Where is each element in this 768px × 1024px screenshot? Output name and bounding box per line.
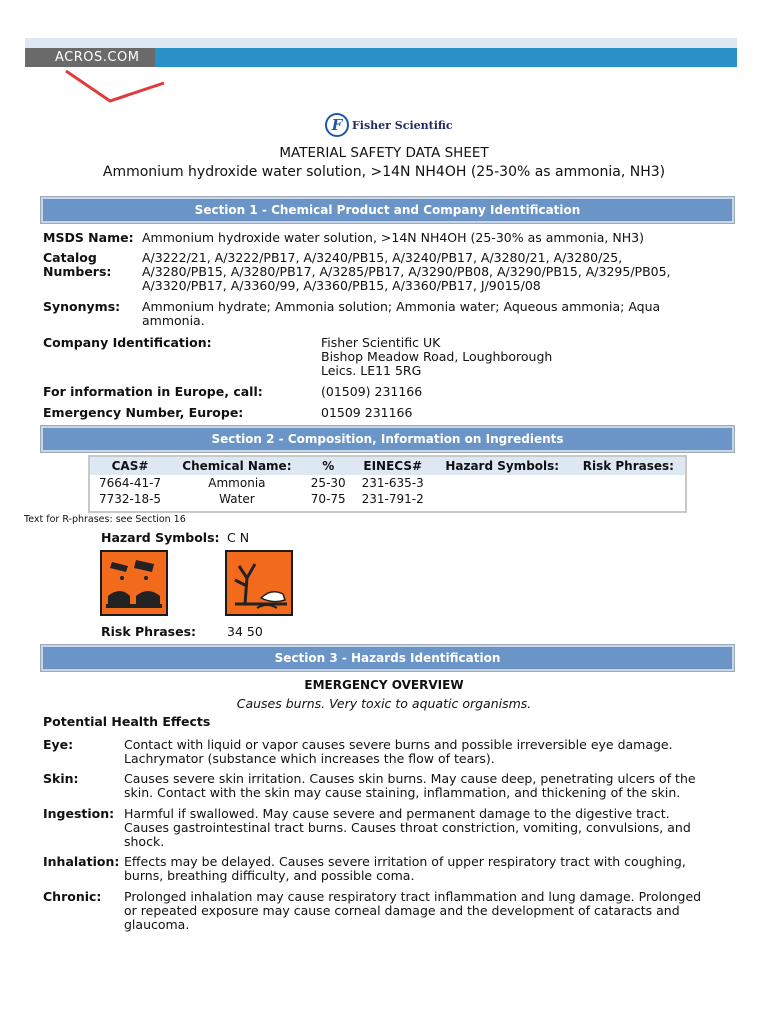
cell-percent: 25-30	[310, 476, 346, 490]
catalog-line-2: A/3280/PB15, A/3280/PB17, A/3285/PB17, A/3290/PB08, A/3290/PB15, A/3295/PB05,	[142, 264, 671, 279]
col-chemical-name: Chemical Name:	[170, 457, 304, 475]
acros-chevron-logo	[60, 67, 170, 111]
cell-chemical-name: Water	[219, 492, 255, 506]
section-1-header: Section 1 - Chemical Product and Company Identification	[41, 197, 734, 223]
chronic-line-1: Prolonged inhalation may cause respiratory tract inflammation and lung damage. Prolonged	[124, 889, 702, 904]
company-line-1: Fisher Scientific UK	[321, 335, 441, 350]
synonyms-label: Synonyms:	[43, 299, 121, 314]
cell-chemical-name: Ammonia	[208, 476, 266, 490]
col-einecs: EINECS#	[353, 457, 433, 475]
company-line-3: Leics. LE11 5RG	[321, 363, 422, 378]
composition-header-row	[90, 457, 685, 475]
company-id-label: Company Identification:	[43, 335, 212, 350]
col-risk-phrases: Risk Phrases:	[572, 457, 685, 475]
ingestion-line-2: Causes gastrointestinal tract burns. Causes throat constriction, vomiting, convulsions, and	[124, 820, 691, 835]
section-2-header: Section 2 - Composition, Information on Ingredients	[41, 426, 734, 452]
ingestion-label: Ingestion:	[43, 806, 115, 821]
europe-info-value: (01509) 231166	[321, 384, 423, 399]
hazard-symbols-label: Hazard Symbols:	[101, 530, 220, 545]
ingestion-line-3: shock.	[124, 834, 165, 849]
document-title: MATERIAL SAFETY DATA SHEET	[279, 145, 489, 161]
hazard-symbols-value: C N	[227, 530, 250, 545]
corrosive-pictogram-icon	[100, 550, 168, 616]
inhalation-label: Inhalation:	[43, 854, 120, 869]
cell-hazard-symbols	[433, 491, 572, 507]
cell-percent: 70-75	[310, 492, 346, 506]
cell-einecs: 231-635-3	[361, 476, 424, 490]
skin-label: Skin:	[43, 771, 79, 786]
acros-banner	[25, 38, 737, 67]
msds-name-label: MSDS Name:	[43, 230, 134, 245]
cell-einecs: 231-791-2	[361, 492, 424, 506]
section-3-header: Section 3 - Hazards Identification	[41, 645, 734, 671]
skin-line-2: skin. Contact with the skin may cause staining, inflammation, and thickening of the skin.	[124, 785, 681, 800]
table-row	[90, 491, 685, 507]
environment-pictogram-icon	[225, 550, 293, 616]
cell-hazard-symbols	[433, 475, 572, 491]
acros-logo: ACROS.COM	[55, 50, 140, 65]
cell-risk-phrases	[572, 475, 685, 491]
synonyms-line-2: ammonia.	[142, 313, 205, 328]
catalog-line-1: A/3222/21, A/3222/PB17, A/3240/PB15, A/3240/PB17, A/3280/21, A/3280/25,	[142, 250, 623, 265]
cell-cas: 7732-18-5	[98, 492, 162, 506]
emergency-overview-title: EMERGENCY OVERVIEW	[304, 678, 464, 692]
eye-line-2: Lachrymator (substance which increases the flow of tears).	[124, 751, 495, 766]
cell-cas: 7664-41-7	[98, 476, 162, 490]
publisher-name: Fisher Scientific	[352, 118, 453, 132]
risk-phrases-label: Risk Phrases:	[101, 624, 197, 639]
emergency-number-value: 01509 231166	[321, 405, 413, 420]
chronic-line-2: or repeated exposure may cause corneal damage and the development of cataracts and	[124, 903, 680, 918]
cell-risk-phrases	[572, 491, 685, 507]
skin-line-1: Causes severe skin irritation. Causes skin burns. May cause deep, penetrating ulcers of the	[124, 771, 696, 786]
msds-name-value: Ammonium hydroxide water solution, >14N NH4OH (25-30% as ammonia, NH3)	[142, 230, 644, 245]
risk-phrases-value: 34 50	[227, 624, 263, 639]
chronic-line-3: glaucoma.	[124, 917, 190, 932]
fisher-f-icon: F	[325, 113, 349, 137]
ingestion-line-1: Harmful if swallowed. May cause severe and permanent damage to the digestive tract.	[124, 806, 670, 821]
potential-health-effects-title: Potential Health Effects	[43, 714, 211, 729]
catalog-label-2: Numbers:	[43, 264, 112, 279]
composition-table	[88, 455, 687, 513]
eye-line-1: Contact with liquid or vapor causes severe burns and possible irreversible eye damage.	[124, 737, 673, 752]
synonyms-line-1: Ammonium hydrate; Ammonia solution; Ammonia water; Aqueous ammonia; Aqua	[142, 299, 661, 314]
r-phrases-note: Text for R-phrases: see Section 16	[24, 514, 186, 525]
catalog-line-3: A/3320/PB17, A/3360/99, A/3360/PB15, A/3360/PB17, J/9015/08	[142, 278, 541, 293]
fisher-scientific-logo	[325, 113, 453, 137]
emergency-overview-text: Causes burns. Very toxic to aquatic organisms.	[236, 696, 532, 711]
col-hazard-symbols: Hazard Symbols:	[433, 457, 572, 475]
col-cas: CAS#	[90, 457, 170, 475]
eye-label: Eye:	[43, 737, 74, 752]
company-line-2: Bishop Meadow Road, Loughborough	[321, 349, 553, 364]
table-row	[90, 475, 685, 491]
catalog-label-1: Catalog	[43, 250, 97, 265]
inhalation-line-2: burns, breathing difficulty, and possible coma.	[124, 868, 415, 883]
product-title: Ammonium hydroxide water solution, >14N NH4OH (25-30% as ammonia, NH3)	[102, 164, 666, 180]
inhalation-line-1: Effects may be delayed. Causes severe irritation of upper respiratory tract with coughing,	[124, 854, 686, 869]
emergency-number-label: Emergency Number, Europe:	[43, 405, 244, 420]
europe-info-label: For information in Europe, call:	[43, 384, 263, 399]
chronic-label: Chronic:	[43, 889, 102, 904]
col-percent: %	[304, 457, 353, 475]
